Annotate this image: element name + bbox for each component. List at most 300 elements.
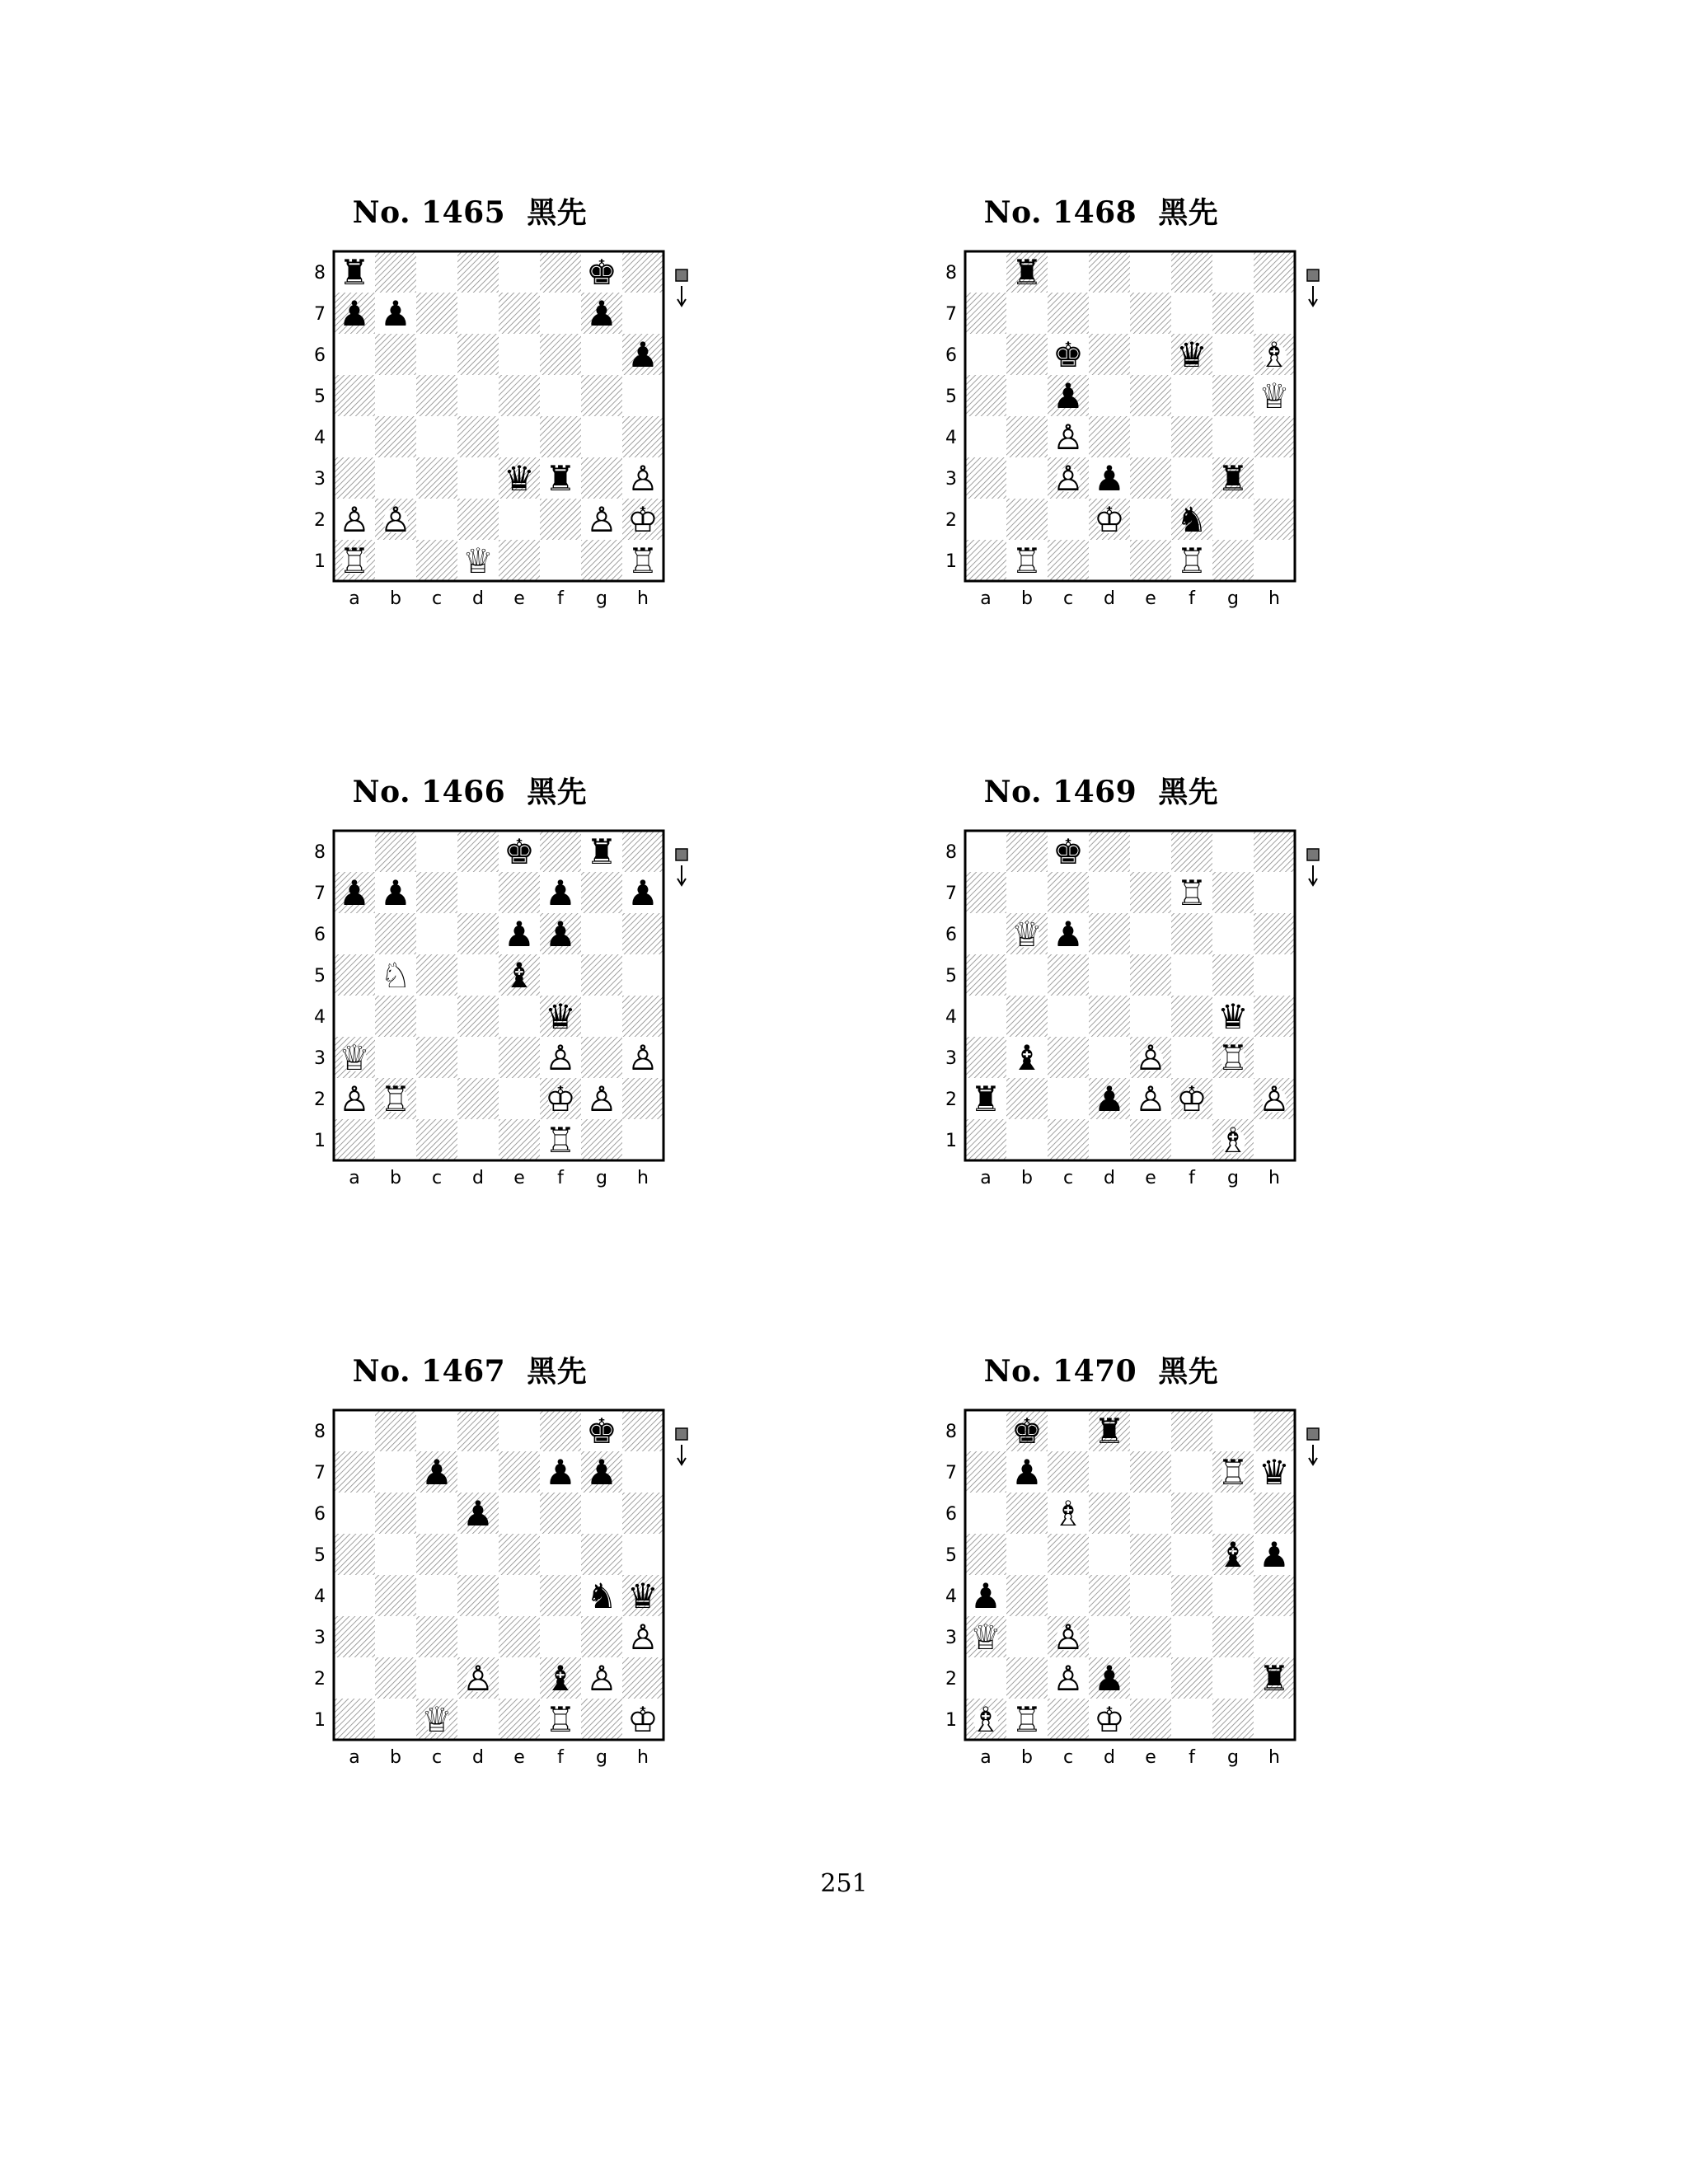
square-d5 — [457, 375, 499, 416]
black-pawn-d3: ♟ — [1094, 458, 1125, 499]
square-a7 — [334, 1451, 375, 1493]
square-b2 — [1006, 1078, 1048, 1119]
to-move-marker-icon — [1307, 1428, 1319, 1465]
square-g4 — [1212, 1575, 1254, 1616]
square-a3 — [334, 457, 375, 499]
square-c8 — [1048, 1410, 1089, 1451]
square-d7 — [1089, 1451, 1130, 1493]
file-label: g — [1227, 1168, 1239, 1188]
square-h1 — [1254, 1119, 1295, 1160]
black-pawn-c7: ♟ — [421, 1452, 452, 1493]
square-a4 — [965, 416, 1006, 457]
file-label: h — [637, 588, 649, 609]
square-b5 — [375, 1534, 416, 1575]
square-d7 — [457, 293, 499, 334]
rank-label: 2 — [314, 510, 326, 531]
square-a7 — [965, 1451, 1006, 1493]
square-e2 — [499, 499, 540, 540]
square-d4 — [457, 996, 499, 1037]
square-c2 — [416, 1078, 457, 1119]
square-e8 — [499, 1410, 540, 1451]
square-c5 — [1048, 954, 1089, 996]
square-h8 — [1254, 251, 1295, 293]
white-rook-g7: ♖ — [1217, 1452, 1249, 1493]
rank-label: 4 — [314, 428, 326, 448]
white-queen-b6: ♕ — [1011, 914, 1043, 954]
square-f2 — [540, 499, 581, 540]
square-g3 — [581, 1037, 622, 1078]
square-e1 — [1130, 540, 1171, 581]
rank-label: 5 — [314, 1545, 326, 1566]
square-e4 — [1130, 416, 1171, 457]
square-e2 — [1130, 1657, 1171, 1699]
black-king-c8: ♚ — [1053, 832, 1084, 872]
black-queen-f6: ♛ — [1176, 335, 1207, 375]
square-g7 — [1212, 872, 1254, 913]
square-f4 — [1171, 1575, 1212, 1616]
square-e6 — [499, 334, 540, 375]
square-f8 — [540, 831, 581, 872]
square-b8 — [375, 831, 416, 872]
side-to-move: 黑先 — [527, 195, 588, 230]
square-h4 — [622, 416, 663, 457]
rank-label: 3 — [314, 1628, 326, 1648]
to-move-marker-icon — [1307, 269, 1319, 306]
puzzle-number: No. 1466 — [352, 775, 506, 809]
white-pawn-c3: ♙ — [1053, 1617, 1084, 1657]
square-f2 — [1171, 1657, 1212, 1699]
rank-label: 6 — [314, 925, 326, 945]
square-c6 — [416, 913, 457, 954]
square-a1 — [965, 1119, 1006, 1160]
square-a2 — [965, 1657, 1006, 1699]
white-bishop-h6: ♗ — [1259, 335, 1290, 375]
to-move-marker-icon — [1307, 849, 1319, 885]
square-d4 — [457, 1575, 499, 1616]
black-knight-f2: ♞ — [1176, 499, 1207, 540]
square-b5 — [375, 375, 416, 416]
square-h7 — [1254, 872, 1295, 913]
file-label: c — [1062, 1168, 1074, 1188]
rank-label: 2 — [945, 1090, 957, 1110]
puzzle-1470 — [928, 1348, 1373, 1810]
rank-label: 3 — [314, 469, 326, 490]
black-bishop-b3: ♝ — [1011, 1038, 1043, 1078]
puzzle-title — [928, 769, 1274, 811]
square-a6 — [965, 913, 1006, 954]
rank-label: 3 — [945, 1628, 957, 1648]
square-e5 — [499, 1534, 540, 1575]
file-label: a — [980, 588, 992, 609]
rank-label: 4 — [945, 1007, 957, 1028]
square-d1 — [1089, 1119, 1130, 1160]
rank-label: 5 — [945, 387, 957, 407]
white-rook-f1: ♖ — [545, 1120, 576, 1160]
rank-label: 8 — [314, 842, 326, 863]
square-b6 — [1006, 1493, 1048, 1534]
square-d3 — [457, 1616, 499, 1657]
square-a4 — [334, 996, 375, 1037]
square-f7 — [1171, 293, 1212, 334]
square-h8 — [622, 831, 663, 872]
square-h5 — [622, 1534, 663, 1575]
rank-label: 4 — [314, 1007, 326, 1028]
file-label: g — [596, 1168, 607, 1188]
square-a1 — [965, 540, 1006, 581]
square-a5 — [334, 954, 375, 996]
square-b3 — [375, 457, 416, 499]
rank-label: 1 — [945, 551, 957, 572]
rank-label: 7 — [314, 883, 326, 904]
white-pawn-a2: ♙ — [339, 499, 370, 540]
square-c3 — [416, 457, 457, 499]
square-b2 — [1006, 499, 1048, 540]
square-f3 — [1171, 457, 1212, 499]
black-pawn-d2: ♟ — [1094, 1079, 1125, 1119]
square-h1 — [1254, 540, 1295, 581]
square-b5 — [1006, 1534, 1048, 1575]
file-label: h — [637, 1168, 649, 1188]
square-d3 — [457, 457, 499, 499]
square-g6 — [1212, 1493, 1254, 1534]
square-e2 — [1130, 499, 1171, 540]
puzzle-title — [297, 190, 643, 232]
square-f5 — [1171, 954, 1212, 996]
rank-label: 7 — [314, 1463, 326, 1483]
side-to-move: 黑先 — [527, 775, 588, 809]
square-d1 — [1089, 540, 1130, 581]
rank-label: 6 — [314, 345, 326, 366]
white-pawn-e2: ♙ — [1135, 1079, 1166, 1119]
file-label: g — [596, 588, 607, 609]
square-g5 — [1212, 375, 1254, 416]
square-a5 — [965, 375, 1006, 416]
square-a6 — [334, 334, 375, 375]
white-bishop-a1: ♗ — [970, 1699, 1001, 1740]
black-rook-g8: ♜ — [586, 832, 617, 872]
square-b6 — [1006, 334, 1048, 375]
white-pawn-c2: ♙ — [1053, 1658, 1084, 1699]
black-pawn-b7: ♟ — [380, 873, 411, 913]
black-bishop-e5: ♝ — [504, 955, 535, 996]
square-b2 — [1006, 1657, 1048, 1699]
file-label: c — [1062, 1747, 1074, 1768]
puzzle-number: No. 1467 — [352, 1354, 506, 1389]
white-queen-a3: ♕ — [339, 1038, 370, 1078]
square-d8 — [457, 831, 499, 872]
side-to-move: 黑先 — [1158, 1354, 1219, 1389]
square-b1 — [1006, 1119, 1048, 1160]
square-b3 — [375, 1037, 416, 1078]
square-f5 — [1171, 375, 1212, 416]
square-c4 — [416, 416, 457, 457]
black-queen-h7: ♛ — [1259, 1452, 1290, 1493]
square-f5 — [1171, 1534, 1212, 1575]
file-label: f — [1189, 1168, 1195, 1188]
black-king-e8: ♚ — [504, 832, 535, 872]
square-g5 — [581, 1534, 622, 1575]
rank-label: 7 — [314, 304, 326, 325]
square-f6 — [1171, 913, 1212, 954]
square-f7 — [540, 293, 581, 334]
square-f3 — [1171, 1616, 1212, 1657]
square-f6 — [540, 334, 581, 375]
rank-label: 5 — [314, 966, 326, 987]
square-a8 — [965, 1410, 1006, 1451]
square-b8 — [375, 1410, 416, 1451]
black-pawn-d2: ♟ — [1094, 1658, 1125, 1699]
black-pawn-a7: ♟ — [339, 293, 370, 334]
square-a3 — [965, 457, 1006, 499]
square-b3 — [1006, 457, 1048, 499]
square-g2 — [1212, 1078, 1254, 1119]
square-g1 — [581, 1119, 622, 1160]
square-h2 — [622, 1657, 663, 1699]
square-b3 — [1006, 1616, 1048, 1657]
square-h7 — [1254, 293, 1295, 334]
square-d7 — [457, 872, 499, 913]
square-d7 — [457, 1451, 499, 1493]
square-f8 — [1171, 251, 1212, 293]
white-rook-h1: ♖ — [627, 541, 659, 581]
square-a7 — [965, 872, 1006, 913]
square-a4 — [334, 416, 375, 457]
square-d2 — [457, 499, 499, 540]
puzzle-number: No. 1465 — [352, 195, 506, 230]
file-label: e — [1145, 1747, 1156, 1768]
square-b7 — [375, 1451, 416, 1493]
white-pawn-g2: ♙ — [586, 499, 617, 540]
white-king-f2: ♔ — [545, 1079, 576, 1119]
black-queen-e3: ♛ — [504, 458, 535, 499]
square-c4 — [416, 996, 457, 1037]
file-label: f — [557, 588, 564, 609]
square-f6 — [1171, 1493, 1212, 1534]
white-rook-g3: ♖ — [1217, 1038, 1249, 1078]
square-c2 — [416, 1657, 457, 1699]
square-d5 — [1089, 954, 1130, 996]
file-label: c — [431, 1747, 443, 1768]
square-d4 — [1089, 1575, 1130, 1616]
square-h5 — [1254, 954, 1295, 996]
puzzle-number: No. 1468 — [983, 195, 1137, 230]
puzzle-title — [928, 190, 1274, 232]
white-rook-b2: ♖ — [380, 1079, 411, 1119]
white-queen-a3: ♕ — [970, 1617, 1001, 1657]
square-g6 — [581, 334, 622, 375]
square-d8 — [1089, 251, 1130, 293]
black-pawn-h6: ♟ — [627, 335, 659, 375]
rank-label: 4 — [314, 1586, 326, 1607]
file-label: d — [472, 1747, 484, 1768]
rank-label: 2 — [945, 510, 957, 531]
rank-label: 7 — [945, 883, 957, 904]
square-a1 — [334, 1699, 375, 1740]
black-king-g8: ♚ — [586, 1411, 617, 1451]
square-g3 — [581, 457, 622, 499]
file-label: f — [557, 1168, 564, 1188]
side-to-move: 黑先 — [1158, 195, 1219, 230]
square-e6 — [1130, 1493, 1171, 1534]
square-g6 — [581, 913, 622, 954]
black-rook-f3: ♜ — [545, 458, 576, 499]
square-b7 — [1006, 293, 1048, 334]
square-b1 — [375, 1119, 416, 1160]
square-d3 — [1089, 1616, 1130, 1657]
black-pawn-h7: ♟ — [627, 873, 659, 913]
square-d3 — [1089, 1037, 1130, 1078]
rank-label: 1 — [314, 551, 326, 572]
square-a5 — [965, 1534, 1006, 1575]
file-label: h — [1268, 1168, 1280, 1188]
square-h6 — [1254, 913, 1295, 954]
square-h7 — [622, 293, 663, 334]
square-b5 — [1006, 954, 1048, 996]
square-c1 — [416, 1119, 457, 1160]
puzzle-number: No. 1470 — [983, 1354, 1137, 1389]
rank-label: 4 — [945, 1586, 957, 1607]
chessboard — [928, 247, 1357, 676]
square-a8 — [965, 831, 1006, 872]
puzzle-1467 — [297, 1348, 742, 1810]
square-g2 — [1212, 1657, 1254, 1699]
square-c7 — [1048, 293, 1089, 334]
square-h6 — [1254, 1493, 1295, 1534]
square-b6 — [375, 1493, 416, 1534]
file-label: e — [513, 1168, 525, 1188]
white-king-h2: ♔ — [627, 499, 659, 540]
puzzle-1468 — [928, 190, 1373, 651]
square-h8 — [1254, 1410, 1295, 1451]
rank-label: 3 — [945, 1048, 957, 1069]
square-h5 — [622, 375, 663, 416]
square-c2 — [416, 499, 457, 540]
square-e3 — [499, 1037, 540, 1078]
square-b2 — [375, 1657, 416, 1699]
rank-label: 1 — [314, 1131, 326, 1151]
square-a4 — [334, 1575, 375, 1616]
chessboard — [297, 247, 725, 676]
square-e8 — [1130, 831, 1171, 872]
square-c5 — [416, 375, 457, 416]
square-d5 — [1089, 1534, 1130, 1575]
square-c8 — [1048, 251, 1089, 293]
square-c1 — [1048, 540, 1089, 581]
white-pawn-h3: ♙ — [627, 1617, 659, 1657]
square-e3 — [1130, 1616, 1171, 1657]
file-label: g — [596, 1747, 607, 1768]
white-king-h1: ♔ — [627, 1699, 659, 1740]
square-f4 — [540, 416, 581, 457]
black-bishop-g5: ♝ — [1217, 1535, 1249, 1575]
square-h3 — [1254, 457, 1295, 499]
square-a5 — [334, 1534, 375, 1575]
black-rook-b8: ♜ — [1011, 252, 1043, 293]
rank-label: 7 — [945, 1463, 957, 1483]
square-e7 — [499, 1451, 540, 1493]
white-pawn-c3: ♙ — [1053, 458, 1084, 499]
square-c6 — [416, 334, 457, 375]
file-label: d — [472, 1168, 484, 1188]
square-g8 — [1212, 1410, 1254, 1451]
rank-label: 1 — [314, 1710, 326, 1731]
square-f8 — [540, 251, 581, 293]
square-h1 — [1254, 1699, 1295, 1740]
rank-label: 2 — [314, 1090, 326, 1110]
black-pawn-f7: ♟ — [545, 873, 576, 913]
file-label: c — [1062, 588, 1074, 609]
square-c3 — [416, 1037, 457, 1078]
square-c7 — [416, 293, 457, 334]
file-label: g — [1227, 588, 1239, 609]
square-b8 — [375, 251, 416, 293]
square-e1 — [1130, 1699, 1171, 1740]
white-bishop-g1: ♗ — [1217, 1120, 1249, 1160]
square-d7 — [1089, 293, 1130, 334]
black-rook-a2: ♜ — [970, 1079, 1001, 1119]
rank-label: 8 — [314, 263, 326, 284]
square-c2 — [1048, 1078, 1089, 1119]
square-b4 — [375, 996, 416, 1037]
black-queen-f4: ♛ — [545, 996, 576, 1037]
square-d5 — [457, 1534, 499, 1575]
square-h6 — [622, 1493, 663, 1534]
square-e4 — [499, 416, 540, 457]
square-a6 — [965, 334, 1006, 375]
square-g1 — [581, 1699, 622, 1740]
square-d6 — [457, 913, 499, 954]
square-e1 — [499, 540, 540, 581]
square-d4 — [1089, 996, 1130, 1037]
white-knight-b5: ♘ — [380, 955, 411, 996]
square-h1 — [622, 1119, 663, 1160]
rank-label: 8 — [945, 263, 957, 284]
square-f3 — [540, 1616, 581, 1657]
black-pawn-a7: ♟ — [339, 873, 370, 913]
black-rook-h2: ♜ — [1259, 1658, 1290, 1699]
rank-label: 3 — [945, 469, 957, 490]
square-d2 — [457, 1078, 499, 1119]
black-pawn-c6: ♟ — [1053, 914, 1084, 954]
square-g5 — [1212, 954, 1254, 996]
square-c6 — [416, 1493, 457, 1534]
square-c1 — [1048, 1699, 1089, 1740]
white-king-f2: ♔ — [1176, 1079, 1207, 1119]
square-h4 — [1254, 1575, 1295, 1616]
square-f8 — [1171, 1410, 1212, 1451]
white-rook-f1: ♖ — [1176, 541, 1207, 581]
file-label: e — [1145, 1168, 1156, 1188]
file-label: b — [390, 1168, 401, 1188]
side-to-move: 黑先 — [1158, 775, 1219, 809]
square-f1 — [1171, 1699, 1212, 1740]
square-f5 — [540, 1534, 581, 1575]
square-b4 — [375, 1575, 416, 1616]
rank-label: 7 — [945, 304, 957, 325]
square-e7 — [499, 293, 540, 334]
square-b8 — [1006, 831, 1048, 872]
black-pawn-h5: ♟ — [1259, 1535, 1290, 1575]
square-b4 — [1006, 416, 1048, 457]
rank-label: 6 — [945, 1504, 957, 1525]
black-king-c6: ♚ — [1053, 335, 1084, 375]
square-h4 — [1254, 996, 1295, 1037]
square-e5 — [1130, 954, 1171, 996]
square-c5 — [416, 954, 457, 996]
file-label: d — [1104, 1747, 1115, 1768]
square-f8 — [540, 1410, 581, 1451]
square-g4 — [1212, 416, 1254, 457]
